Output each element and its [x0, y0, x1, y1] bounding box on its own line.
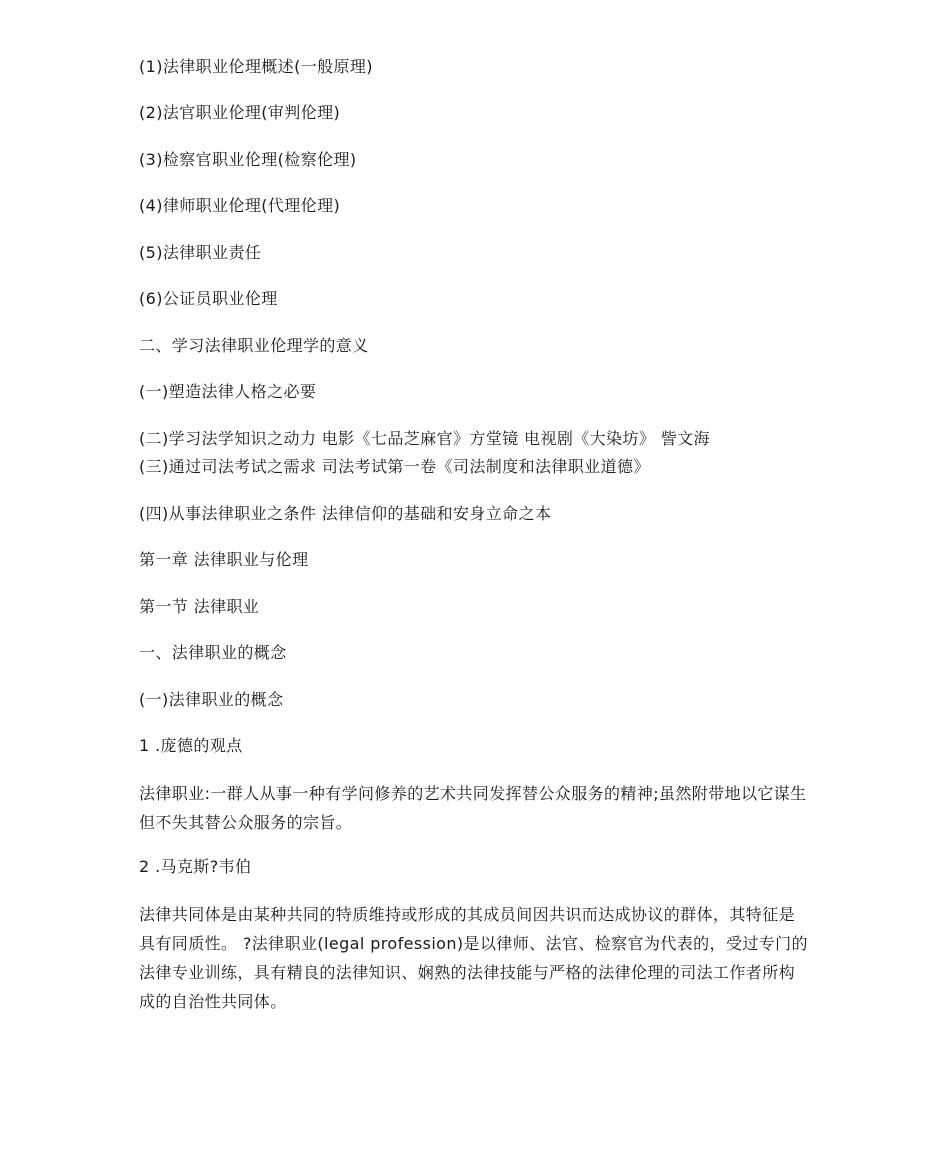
paragraph-weber: 法律共同体是由某种共同的特质维持或形成的其成员间因共识而达成协议的群体，其特征是具有同质性。 ?法律职业(legal profession)是以律师、法官、检察官为代表的，受过专门的法律专业训练，具有精良的法律知识、娴熟的法律技能与严格的法律伦理的司法工作者所构成的自治性共同体。 — [139, 905, 808, 1011]
section-heading: 第一节 法律职业 — [139, 597, 260, 616]
significance-item-4: (四)从事法律职业之条件 法律信仰的基础和安身立命之本 — [139, 504, 552, 523]
point-heading-pound: 1 .庞德的观点 — [139, 736, 243, 755]
chapter-heading: 第一章 法律职业与伦理 — [139, 550, 309, 569]
point-heading-weber: 2 .马克斯?韦伯 — [139, 857, 252, 876]
significance-item-2: (二)学习法学知识之动力 电影《七品芝麻官》方堂镜 电视剧《大染坊》 訾文海 — [139, 429, 710, 448]
outline-item-3: (3)检察官职业伦理(检察伦理) — [139, 150, 357, 169]
significance-item-3: (三)通过司法考试之需求 司法考试第一卷《司法制度和法律职业道德》 — [139, 457, 650, 476]
paragraph-pound: 法律职业:一群人从事一种有学问修养的艺术共同发挥替公众服务的精神;虽然附带地以它谋生但不失其替公众服务的宗旨。 — [139, 784, 807, 832]
outline-item-4: (4)律师职业伦理(代理伦理) — [139, 196, 341, 215]
sub-subsection-heading: (一)法律职业的概念 — [139, 690, 284, 709]
significance-item-1: (一)塑造法律人格之必要 — [139, 382, 317, 401]
section-heading-significance: 二、学习法律职业伦理学的意义 — [139, 336, 369, 355]
outline-item-6: (6)公证员职业伦理 — [139, 289, 278, 308]
subsection-heading: 一、法律职业的概念 — [139, 643, 287, 662]
outline-item-1: (1)法律职业伦理概述(一般原理) — [139, 57, 373, 76]
outline-item-2: (2)法官职业伦理(审判伦理) — [139, 103, 341, 122]
outline-item-5: (5)法律职业责任 — [139, 243, 262, 262]
